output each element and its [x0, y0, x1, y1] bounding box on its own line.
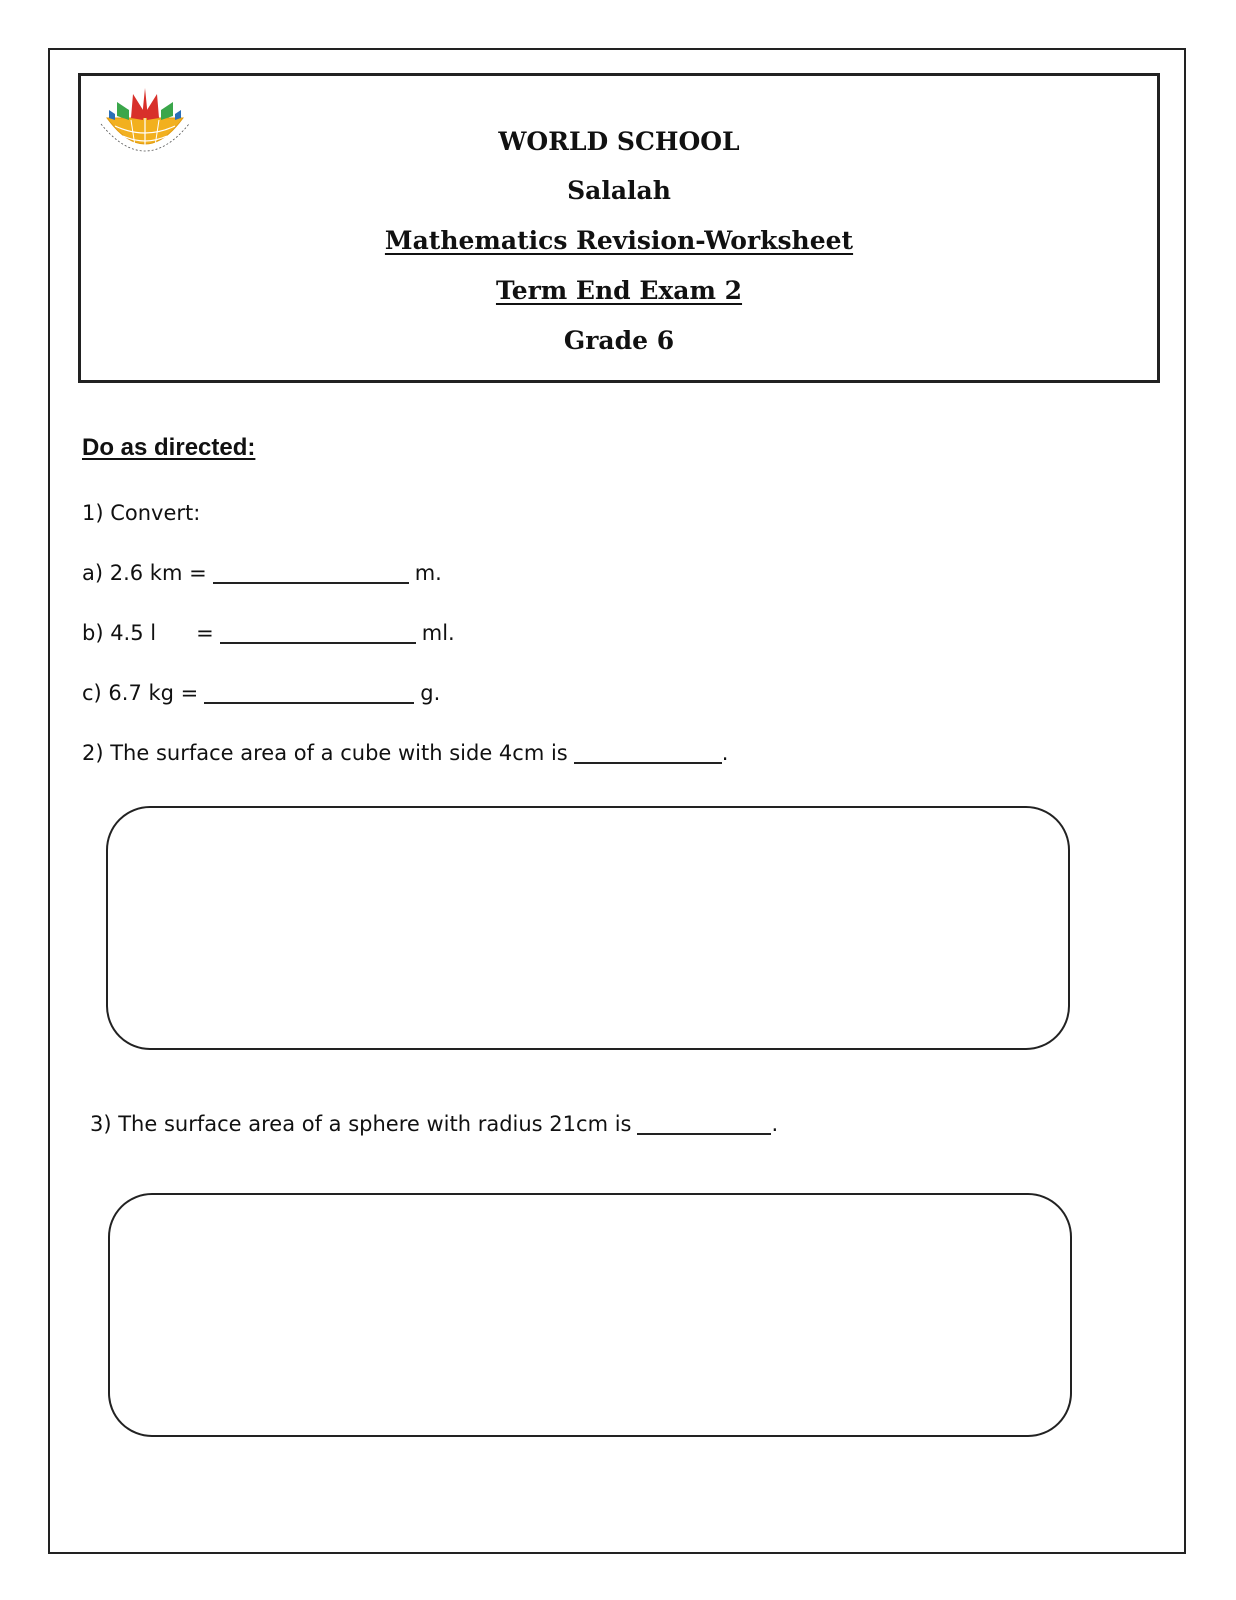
question-1a	[82, 560, 442, 586]
answer-blank-1b[interactable]	[220, 622, 416, 644]
instructions-heading: Do as directed:	[82, 434, 256, 461]
school-name: WORLD SCHOOL	[498, 127, 740, 156]
school-city: Salalah	[567, 176, 671, 205]
working-box-question-3[interactable]	[108, 1193, 1072, 1437]
question-1c-prefix: c) 6.7 kg =	[82, 681, 199, 705]
question-1a-prefix: a) 2.6 km =	[82, 561, 207, 585]
question-1b	[82, 620, 455, 646]
question-1c	[82, 680, 440, 706]
question-2-text: 2) The surface area of a cube with side 4cm is	[82, 741, 568, 765]
grade-label: Grade 6	[563, 326, 675, 355]
answer-blank-3[interactable]	[637, 1113, 771, 1135]
answer-blank-1c[interactable]	[204, 682, 414, 704]
answer-blank-1a[interactable]	[213, 562, 409, 584]
question-1b-prefix: b) 4.5 l =	[82, 621, 214, 645]
exam-term: Term End Exam 2	[495, 276, 743, 305]
question-2	[82, 740, 728, 766]
question-1c-unit: g.	[420, 681, 441, 705]
question-1b-unit: ml.	[421, 621, 455, 645]
question-3-text: 3) The surface area of a sphere with radius 21cm is	[90, 1112, 632, 1136]
working-box-question-2[interactable]	[106, 806, 1070, 1050]
worksheet-title: Mathematics Revision-Worksheet	[384, 226, 854, 255]
question-2-period: .	[721, 741, 729, 765]
question-1-label: 1) Convert:	[82, 501, 201, 525]
question-3	[90, 1111, 778, 1137]
question-1a-unit: m.	[414, 561, 442, 585]
answer-blank-2[interactable]	[574, 742, 722, 764]
question-3-period: .	[771, 1112, 779, 1136]
